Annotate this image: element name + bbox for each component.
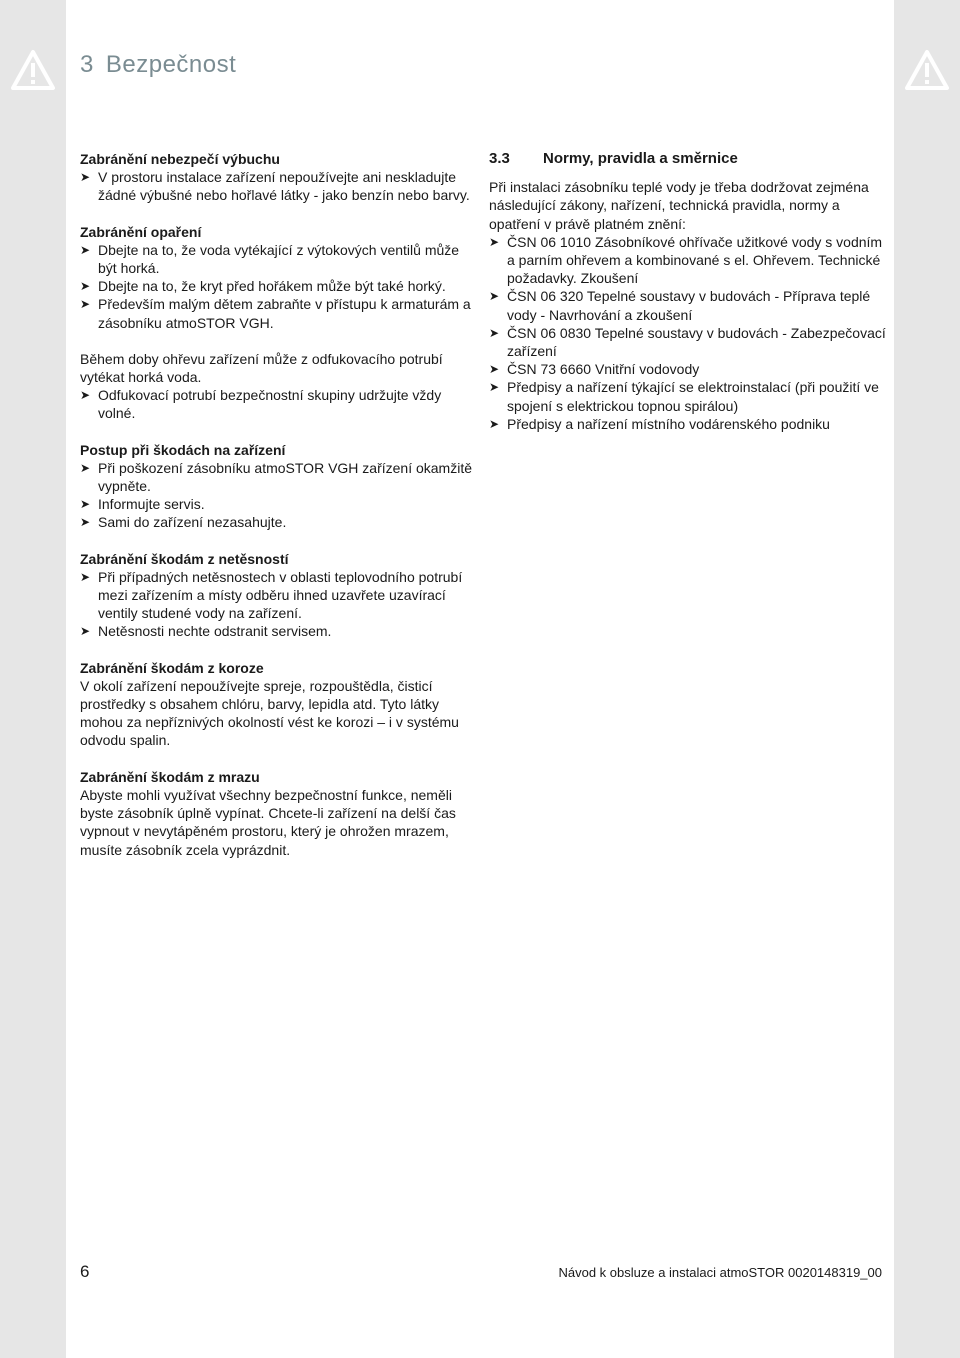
bullet-arrow-icon: ➤ — [489, 325, 500, 340]
bullet-arrow-icon: ➤ — [489, 380, 500, 395]
section-heading: Zabránění škodám z koroze — [80, 659, 264, 676]
section-title: Bezpečnost — [105, 51, 237, 78]
subsection-number: 3.3 — [489, 150, 510, 167]
bullet-list — [80, 241, 480, 332]
section-heading: Zabránění škodám z mrazu — [80, 768, 260, 785]
bullet-arrow-icon: ➤ — [80, 242, 91, 257]
list-item: ➤ Dbejte na to, že voda vytékající z výtokových ventilů může být horká. — [80, 241, 460, 277]
bullet-arrow-icon: ➤ — [489, 416, 500, 431]
list-item: ➤ Netěsnosti nechte odstranit servisem. — [80, 623, 332, 640]
page-number: 6 — [80, 1262, 90, 1281]
list-item: ➤ ČSN 73 6660 Vnitřní vodovody — [489, 361, 700, 378]
warning-icon — [904, 48, 950, 94]
section-heading: Zabránění škodám z netěsností — [80, 550, 289, 567]
warning-icon — [10, 48, 56, 94]
footer-text: Návod k obsluze a instalaci atmoSTOR 0020148319_00 — [558, 1265, 882, 1280]
section-damage-procedure — [80, 441, 480, 532]
right-margin-strip — [894, 0, 960, 1358]
list-item: ➤ ČSN 06 320 Tepelné soustavy v budovách - Příprava teplé vody - Navrhování a zkoušení — [489, 288, 871, 323]
list-item: ➤ Informujte servis. — [80, 496, 205, 513]
section-number: 3 — [80, 51, 94, 78]
section-frost — [80, 768, 480, 859]
paragraph: Během doby ohřevu zařízení může z odfukovacího potrubí vytékat horká voda. — [80, 350, 443, 386]
left-column — [80, 150, 480, 877]
section-heading: Zabránění opaření — [80, 223, 202, 240]
bullet-arrow-icon: ➤ — [489, 289, 500, 304]
paragraph: Při instalaci zásobníku teplé vody je třeba dodržovat zejména následující zákony, nařízení, technická pravidla, normy a opatření v právě platném znění: — [489, 179, 869, 232]
page-title — [80, 51, 236, 79]
list-item: ➤ Při případných netěsnostech v oblasti teplovodního potrubí mezi zařízením a místy odběru ihned uzavřete uzavírací ventily studené vody na zařízení. — [80, 568, 463, 622]
list-item: ➤ Sami do zařízení nezasahujte. — [80, 514, 287, 531]
section-scalding — [80, 223, 480, 423]
section-leaks — [80, 550, 480, 641]
section-heading: Zabránění nebezpečí výbuchu — [80, 151, 280, 167]
bullet-arrow-icon: ➤ — [80, 170, 91, 185]
left-margin-strip — [0, 0, 66, 1358]
list-item: ➤ ČSN 06 1010 Zásobníkové ohřívače užitkové vody s vodním a parním ohřevem a kombinované s el. Ohřevem. Technické požadavky. Zkoušení — [489, 233, 883, 287]
list-item: ➤ Odfukovací potrubí bezpečnostní skupiny udržujte vždy volné. — [80, 387, 442, 422]
paragraph: V okolí zařízení nepoužívejte spreje, rozpouštědla, čisticí prostředky s obsahem chlóru, barvy, lepidla atd. Tyto látky mohou za nepříznivých okolností vést ke korozi – i v systému odvodu spalin. — [80, 677, 459, 749]
subsection-title: Normy, pravidla a směrnice — [543, 150, 738, 167]
bullet-arrow-icon: ➤ — [80, 497, 91, 512]
list-item: ➤ Předpisy a nařízení místního vodárenského podniku — [489, 415, 830, 432]
bullet-list — [80, 459, 480, 532]
bullet-arrow-icon: ➤ — [80, 388, 91, 403]
list-item: ➤ ČSN 06 0830 Tepelné soustavy v budovách - Zabezpečovací zařízení — [489, 324, 886, 360]
list-item: ➤ V prostoru instalace zařízení nepoužívejte ani neskladujte žádné výbušné nebo hořlavé látky - jako benzín nebo barvy. — [80, 169, 470, 204]
list-item: ➤ Při poškození zásobníku atmoSTOR VGH zařízení okamžitě vypněte. — [80, 459, 473, 495]
bullet-list — [80, 386, 480, 422]
bullet-arrow-icon: ➤ — [80, 279, 91, 294]
list-item: ➤ Předpisy a nařízení týkající se elektroinstalací (při použití ve spojení s elektrickou topnou spirálou) — [489, 379, 879, 414]
bullet-list — [80, 168, 480, 204]
subsection-heading — [489, 150, 889, 168]
bullet-arrow-icon: ➤ — [80, 515, 91, 530]
right-column — [489, 150, 889, 433]
section-corrosion — [80, 659, 480, 750]
bullet-arrow-icon: ➤ — [80, 624, 91, 639]
bullet-arrow-icon: ➤ — [80, 569, 91, 584]
list-item: ➤ Především malým dětem zabraňte v přístupu k armaturám a zásobníku atmoSTOR VGH. — [80, 296, 471, 331]
bullet-arrow-icon: ➤ — [80, 460, 91, 475]
bullet-list — [80, 568, 480, 641]
bullet-arrow-icon: ➤ — [489, 234, 500, 249]
section-explosion — [80, 150, 480, 205]
bullet-arrow-icon: ➤ — [80, 297, 91, 312]
list-item: ➤ Dbejte na to, že kryt před hořákem může být také horký. — [80, 278, 446, 295]
paragraph: Abyste mohli využívat všechny bezpečnostní funkce, neměli byste zásobník úplně vypínat. Chcete-li zařízení na delší čas vypnout v nevytápěném prostoru, který je ohrožen mrazem, musíte zásobník zcela vyprázdnit. — [80, 786, 456, 858]
bullet-list — [489, 233, 889, 433]
section-heading: Postup při škodách na zařízení — [80, 441, 286, 458]
bullet-arrow-icon: ➤ — [489, 362, 500, 377]
